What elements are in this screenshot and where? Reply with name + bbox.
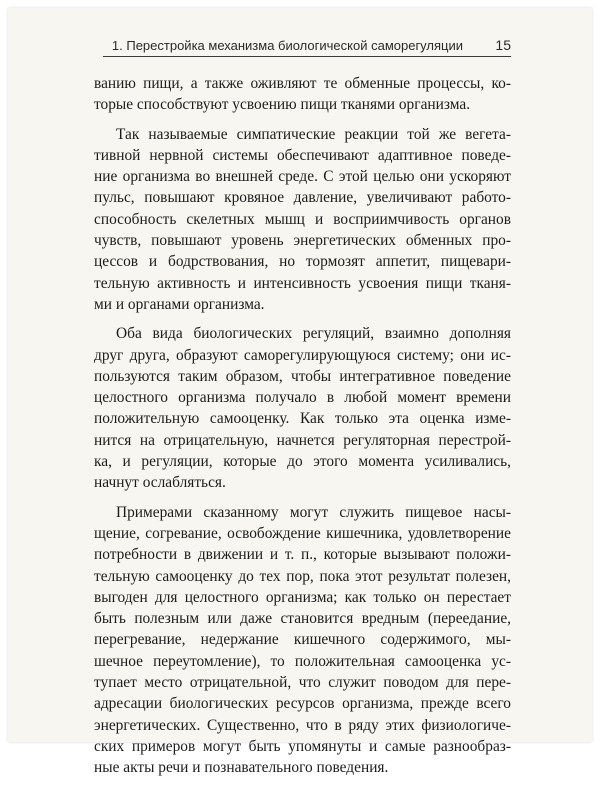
text-line: чувств, повышают уровень энергетических обменных про-	[94, 232, 511, 250]
text-line: нится на отрицательную, начнется регуляторная перестрой-	[94, 431, 511, 449]
text-line: перегревание, недержание кишечного содержимого, мы-	[94, 631, 511, 649]
text-line: выгоден для целостного организма; как только он перестает	[94, 588, 511, 606]
text-line: ные акты речи и познавательного поведения.	[94, 759, 389, 777]
text-line: быть полезным или даже становится вредным (переедание,	[94, 610, 511, 628]
text-line: ка, и регуляции, которые до этого момента усиливались,	[94, 453, 511, 471]
text-line: тивной нервной системы обеспечивают адаптивное поведе-	[94, 146, 511, 164]
text-line: шечное переутомление), то положительная самооценка ус-	[94, 652, 511, 670]
text-line: цессов и бодрствования, но тормозят аппетит, пищевари-	[94, 253, 511, 271]
text-line: положительную самооценку. Как только эта оценка изме-	[94, 410, 511, 428]
text-line: друг друга, образуют саморегулирующуюся систему; они ис-	[94, 346, 511, 364]
text-line: Так называемые симпатические реакции той же вегета-	[116, 125, 511, 143]
text-line: способность скелетных мышц и восприимчивость органов	[94, 210, 511, 228]
text-line: ми и органами организма.	[94, 295, 265, 313]
text-line: ских примеров могут быть упомянуты и самые разнообраз-	[94, 737, 511, 755]
text-line: торые способствуют усвоению пищи тканями организма.	[94, 96, 471, 114]
text-line: энергетических. Существенно, что в ряду этих физиологиче-	[94, 716, 511, 734]
text-line: ние организма во внешней среде. С этой целью они ускоряют	[94, 168, 511, 186]
text-line: целостного организма получало в любой момент времени	[94, 389, 511, 407]
text-line: щение, согревание, освобождение кишечника, удовлетворение	[94, 524, 511, 542]
book-page	[8, 8, 592, 777]
running-head	[103, 36, 511, 57]
text-line: Примерами сказанному могут служить пищевое насы-	[116, 503, 511, 521]
text-line: пользуются таким образом, чтобы интегративное поведение	[94, 367, 511, 385]
text-line: тельную самооценку до тех пор, пока этот результат полезен,	[94, 567, 511, 585]
text-line: Оба вида биологических регуляций, взаимно дополняя	[116, 325, 511, 343]
paragraph-2	[94, 124, 511, 316]
text-line: адресации биологических ресурсов организма, прежде всего	[94, 695, 511, 713]
paragraph-4	[94, 502, 511, 779]
text-line: тельную активность и интенсивность усвоения пищи тканя-	[94, 274, 511, 292]
body-text	[94, 73, 511, 787]
text-line: потребности в движении и т. п., которые вызывают положи-	[94, 546, 511, 564]
text-line: ванию пищи, а также оживляют те обменные процессы, ко-	[94, 75, 511, 92]
running-title: 1. Перестройка механизма биологической саморегуляции	[111, 38, 463, 53]
page-number: 15	[495, 37, 511, 53]
paragraph-1	[94, 73, 511, 116]
text-line: тупает место отрицательной, что служит поводом для пере-	[94, 674, 511, 692]
text-line: пульс, повышают кровяное давление, увеличивают работо-	[94, 189, 511, 207]
text-line: начнут ослабляться.	[94, 474, 226, 492]
paragraph-3	[94, 323, 511, 493]
